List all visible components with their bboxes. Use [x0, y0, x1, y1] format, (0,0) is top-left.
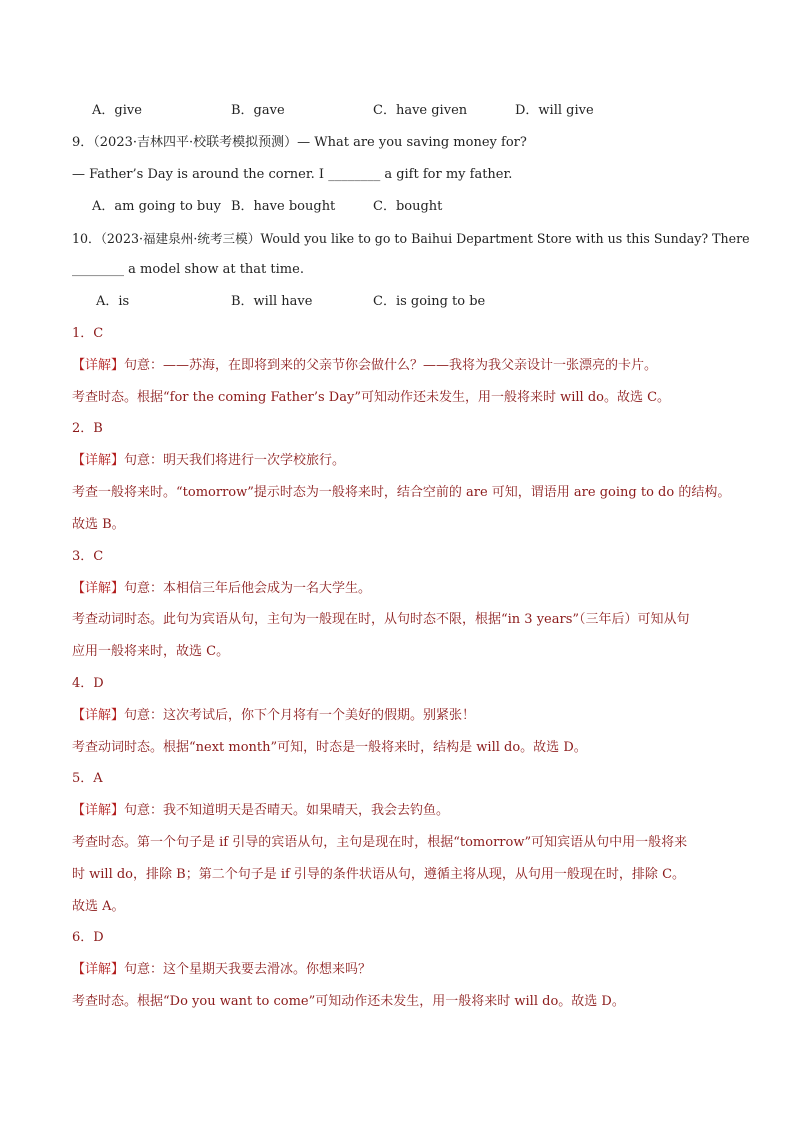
- answer-6-meaning: [72, 962, 371, 978]
- answer-2-meaning-text: 句意：明天我们将进行一次学校旅行。: [124, 453, 346, 468]
- detail-tag: 【详解】: [72, 803, 125, 818]
- answer-3-number: 3．C: [72, 549, 104, 564]
- answer-5-meaning: [72, 803, 449, 819]
- answer-4-meaning: [72, 708, 475, 724]
- q9-stem: 9．（2023·吉林四平·校联考模拟预测）— What are you saving money for?: [72, 135, 527, 150]
- q10-option-b: B．will have: [231, 294, 313, 309]
- q10-option-c: C．is going to be: [373, 294, 486, 309]
- answer-2-meaning: [72, 453, 345, 469]
- q8-option-c: C．have given: [373, 103, 468, 118]
- q9-option-c: C．bought: [373, 199, 443, 214]
- q10-stem-line2: ________ a model show at that time.: [72, 262, 304, 277]
- answer-3-meaning: [72, 581, 371, 597]
- detail-tag: 【详解】: [72, 708, 125, 723]
- detail-tag: 【详解】: [72, 453, 125, 468]
- detail-tag: 【详解】: [72, 358, 125, 373]
- answer-2-analysis-line2: 故选 B。: [72, 517, 125, 532]
- answer-3-meaning-text: 句意：本相信三年后他会成为一名大学生。: [124, 581, 372, 596]
- answer-1-number: 1．C: [72, 326, 104, 341]
- detail-tag: 【详解】: [72, 962, 125, 977]
- q9-option-b: B．have bought: [231, 199, 336, 214]
- detail-tag: 【详解】: [72, 581, 125, 596]
- answer-6-meaning-text: 句意：这个星期天我要去滑冰。你想来吗？: [124, 962, 372, 977]
- answer-5-analysis-line3: 故选 A。: [72, 899, 125, 914]
- answer-2-number: 2．B: [72, 421, 103, 436]
- q10-option-a: A．is: [96, 294, 130, 309]
- q10-stem-line1: 10．（2023·福建泉州·统考三模）Would you like to go to Baihui Department Store with us this Sunday? There: [72, 231, 750, 246]
- answer-1-analysis: 考查时态。根据“for the coming Father’s Day”可知动作还未发生，用一般将来时 will do。故选 C。: [72, 390, 671, 405]
- answer-4-analysis: 考查动词时态。根据“next month”可知，时态是一般将来时，结构是 will do。故选 D。: [72, 740, 587, 755]
- q9-reply: — Father’s Day is around the corner. I ________ a gift for my father.: [72, 167, 513, 182]
- answer-3-analysis-line1: 考查动词时态。此句为宾语从句，主句为一般现在时，从句时态不限，根据“in 3 years”（三年后）可知从句: [72, 612, 690, 627]
- q8-option-b: B．gave: [231, 103, 285, 118]
- q9-option-a: A．am going to buy: [92, 199, 221, 214]
- answer-6-analysis: 考查时态。根据“Do you want to come”可知动作还未发生，用一般将来时 will do。故选 D。: [72, 994, 625, 1009]
- answer-6-number: 6．D: [72, 930, 104, 945]
- answer-1-meaning: [72, 358, 657, 374]
- answer-5-number: 5．A: [72, 771, 103, 786]
- answer-3-analysis-line2: 应用一般将来时，故选 C。: [72, 644, 230, 659]
- answer-1-meaning-text: 句意：——苏海，在即将到来的父亲节你会做什么？——我将为我父亲设计一张漂亮的卡片。: [124, 358, 658, 373]
- q8-option-d: D．will give: [515, 103, 594, 118]
- answer-2-analysis-line1: 考查一般将来时。“tomorrow”提示时态为一般将来时，结合空前的 are 可知，谓语用 are going to do 的结构。: [72, 485, 731, 500]
- answer-5-meaning-text: 句意：我不知道明天是否晴天。如果晴天，我会去钓鱼。: [124, 803, 450, 818]
- answer-5-analysis-line2: 时 will do，排除 B；第二个句子是 if 引导的条件状语从句，遵循主将从现，从句用一般现在时，排除 C。: [72, 867, 686, 882]
- answer-4-number: 4．D: [72, 676, 104, 691]
- q8-option-a: A．give: [92, 103, 142, 118]
- answer-4-meaning-text: 句意：这次考试后，你下个月将有一个美好的假期。别紧张！: [124, 708, 476, 723]
- answer-5-analysis-line1: 考查时态。第一个句子是 if 引导的宾语从句，主句是现在时，根据“tomorrow”可知宾语从句中用一般将来: [72, 835, 688, 850]
